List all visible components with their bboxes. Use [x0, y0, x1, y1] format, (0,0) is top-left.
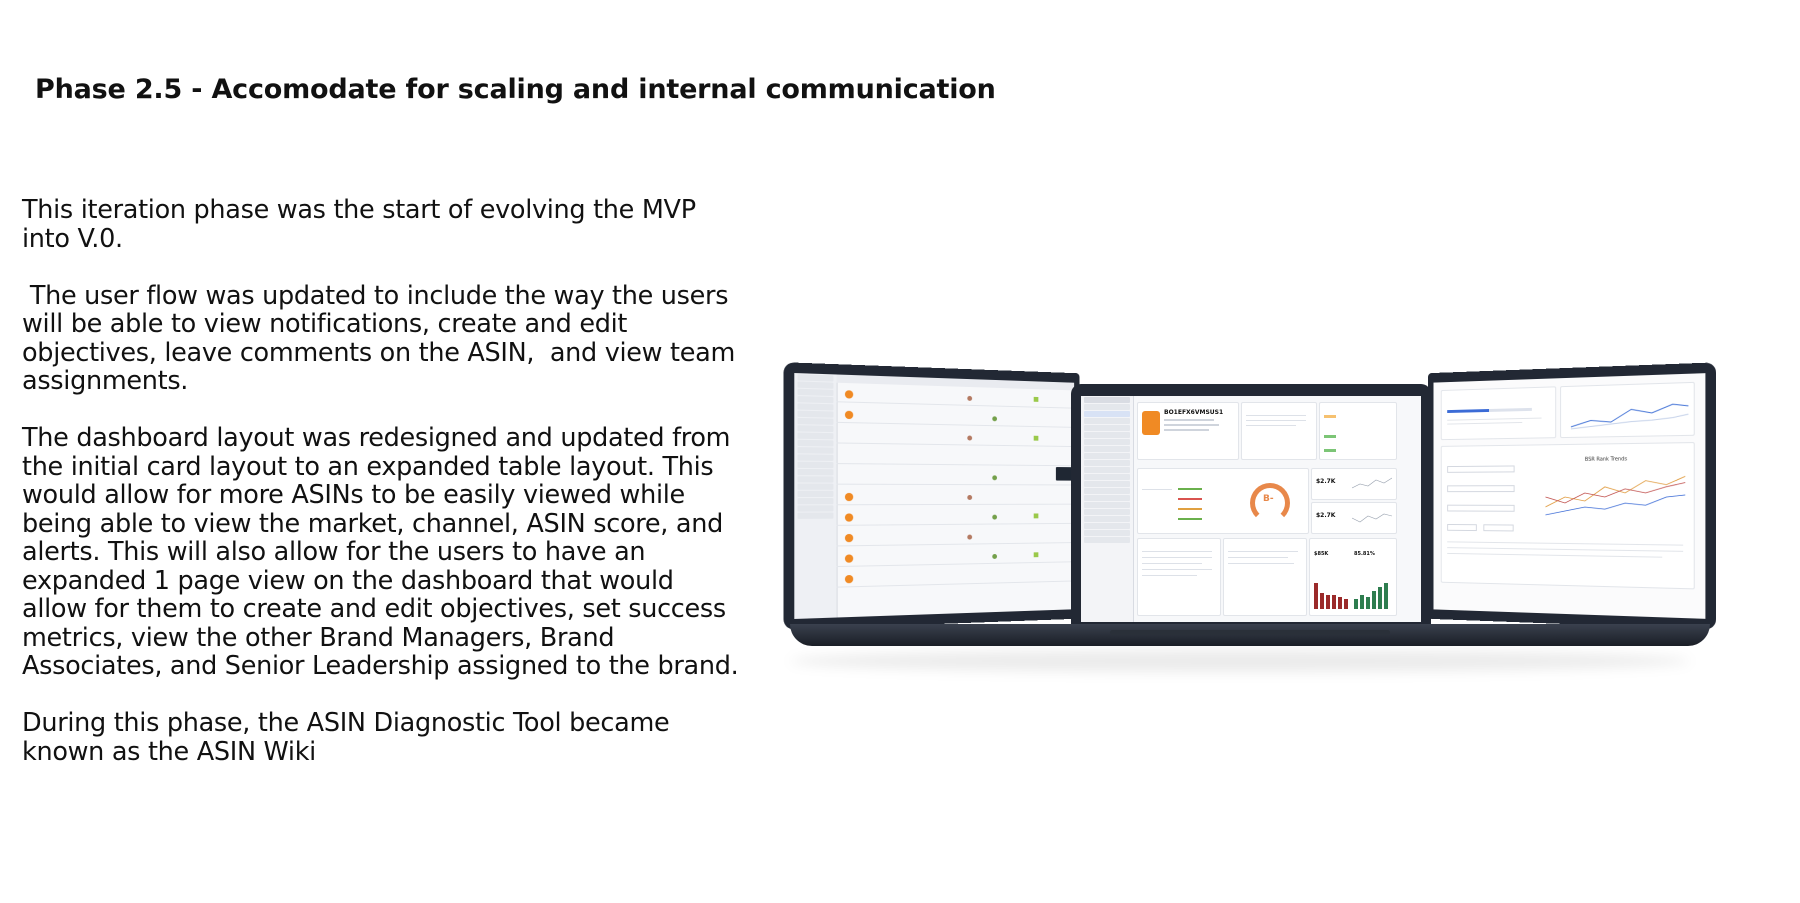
- revenue-value-1: $85K: [1314, 551, 1329, 557]
- laptop-base: [790, 624, 1710, 646]
- description-text: [22, 196, 742, 795]
- left-laptop: [784, 362, 1080, 630]
- rating-grade: B-: [1263, 494, 1274, 504]
- stat-value-1: $2.7K: [1316, 478, 1336, 485]
- center-laptop: [1071, 384, 1431, 630]
- page-heading: Phase 2.5 - Accomodate for scaling and internal communication: [35, 74, 996, 105]
- center-laptop-screen: [1081, 396, 1421, 622]
- right-laptop-screen: [1433, 373, 1705, 619]
- revenue-value-2: 85.81%: [1354, 551, 1375, 557]
- paragraph-asin-wiki: During this phase, the ASIN Diagnostic Tool became known as the ASIN Wiki: [22, 708, 678, 767]
- paragraph-user-flow: The user flow was updated to include the way the users will be able to view notifications, create and edit objectives, leave comments on the ASIN, and view team assignments.: [22, 280, 743, 396]
- left-laptop-screen: [794, 373, 1074, 619]
- paragraph-intro: This iteration phase was the start of evolving the MVP into V.0.: [22, 195, 704, 254]
- right-laptop: [1428, 362, 1716, 629]
- stat-value-2: $2.7K: [1316, 512, 1336, 519]
- right-chart-title: BSR Rank Trends: [1584, 456, 1628, 463]
- paragraph-dashboard: The dashboard layout was redesigned and updated from the initial card layout to an expanded table layout. This would allow for more ASINs to be easily viewed while being able to view the market, channel, ASIN score, and alerts. This will also allow for the users to have an expanded 1 page view on the dashboard that would allow for them to create and edit objectives, set success metrics, view the other Brand Managers, Brand Associates, and Senior Leadership assigned to the brand.: [22, 423, 739, 681]
- product-id: BO1EFX6VMSUS1: [1164, 409, 1224, 416]
